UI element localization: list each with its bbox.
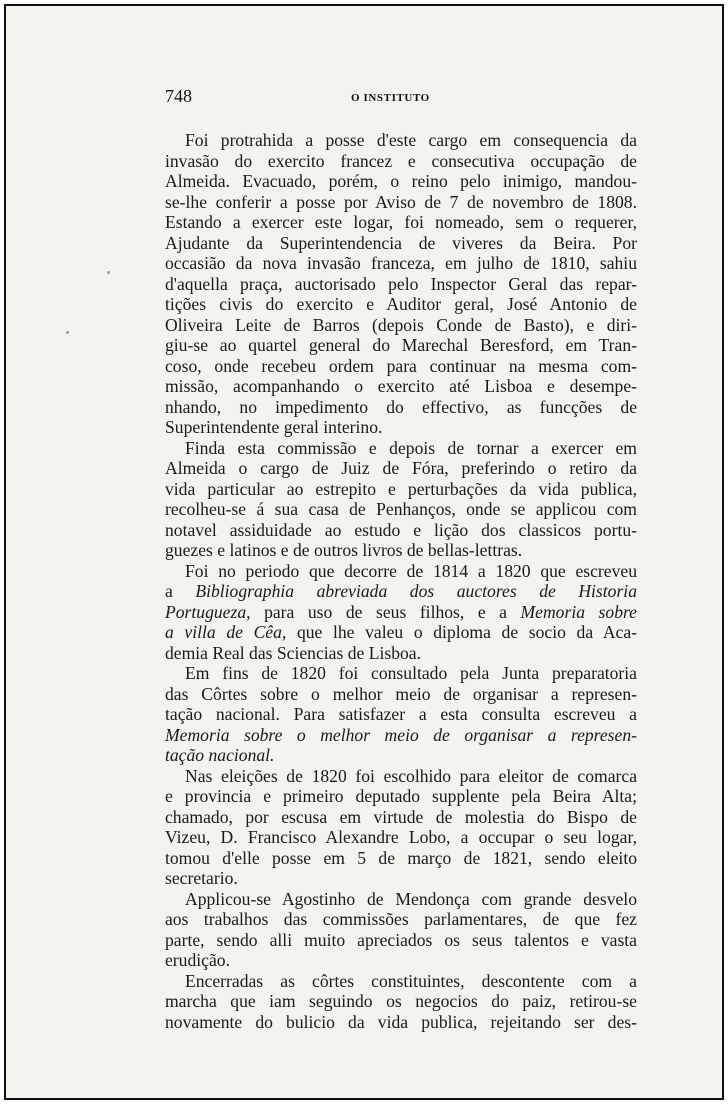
text-line: invasão do exercito francez e consecutiva occupação de — [165, 150, 637, 171]
text-line: occasião da nova invasão franceza, em julho de 1810, sahiu — [165, 253, 637, 273]
text-line: Memoria sobre o melhor meio de organisar a represen- — [165, 724, 637, 745]
text-line: Estando a exercer este logar, foi nomeado, sem o requerer, — [165, 212, 637, 232]
text-line: Applicou-se Agostinho de Mendonça com grande desvelo — [185, 888, 637, 909]
text-line: Portugueza, para uso de seus filhos, e a Memoria sobre — [165, 601, 637, 622]
page-number: 748 — [165, 86, 192, 106]
text-line: a villa de Cêa, que lhe valeu o diploma de socio da Aca- — [165, 622, 637, 642]
text-line: e provincia e primeiro deputado supplente pela Beira Alta; — [165, 786, 637, 806]
text-line: vida particular ao estrepito e perturbações da vida publica, — [165, 478, 637, 499]
text-line: novamente do bulicio da vida publica, rejeitando ser des- — [165, 1011, 637, 1032]
text-line: Oliveira Leite de Barros (depois Conde de Basto), e diri- — [165, 314, 637, 335]
text-line: missão, acompanhando o exercito até Lisboa e desempe- — [165, 376, 637, 396]
text-line: erudição. — [165, 950, 230, 970]
text-line: aos trabalhos das commissões parlamentares, de que fez — [165, 909, 637, 929]
text-line: notavel assiduidade ao estudo e lição dos classicos portu- — [165, 519, 637, 540]
text-line: tomou d'elle posse em 5 de março de 1821, sendo eleito — [165, 847, 637, 868]
text-line: a Bibliographia abreviada dos auctores de Historia — [165, 581, 637, 601]
text-line: Foi no periodo que decorre de 1814 a 1820 que escreveu — [185, 560, 637, 581]
text-line: Almeida o cargo de Juiz de Fóra, preferindo o retiro da — [165, 458, 637, 478]
text-line: Nas eleições de 1820 foi escolhido para eleitor de comarca — [185, 765, 637, 786]
text-line: Encerradas as côrtes constituintes, descontente com a — [185, 970, 637, 991]
text-line: chamado, por escusa em virtude de molestia do Bispo de — [165, 806, 637, 827]
text-line: Finda esta commissão e depois de tornar a exercer em — [185, 437, 637, 458]
text-line: Vizeu, D. Francisco Alexandre Lobo, a occupar o seu logar, — [165, 827, 637, 847]
paper-speck — [66, 331, 69, 334]
text-line: tições civis do exercito e Auditor geral, José Antonio de — [165, 294, 637, 314]
text-line: tação nacional. — [165, 745, 275, 765]
text-line: Em fins de 1820 foi consultado pela Junta preparatoria — [185, 663, 637, 683]
page-header — [6, 6, 722, 106]
text-line: tação nacional. Para satisfazer a esta consulta escreveu a — [165, 704, 637, 724]
text-line: parte, sendo alli muito apreciados os seus talentos e vasta — [165, 929, 637, 950]
text-line: se-lhe conferir a posse por Aviso de 7 de novembro de 1808. — [165, 191, 637, 212]
text-line: giu-se ao quartel general do Marechal Beresford, em Tran- — [165, 335, 637, 355]
text-line: Superintendente geral interino. — [165, 417, 383, 437]
text-line: das Côrtes sobre o melhor meio de organisar a represen- — [165, 683, 637, 704]
text-line: marcha que iam seguindo os negocios do paiz, retirou-se — [165, 991, 637, 1011]
body-text — [165, 130, 637, 1032]
text-line: coso, onde recebeu ordem para continuar na mesma com- — [165, 355, 637, 376]
text-line: Almeida. Evacuado, porém, o reino pelo inimigo, mandou- — [165, 171, 637, 191]
text-line: d'aquella praça, auctorisado pelo Inspector Geral das repar- — [165, 273, 637, 294]
paper-speck — [107, 271, 110, 274]
text-line: secretario. — [165, 868, 238, 888]
text-line: nhando, no impedimento do effectivo, as funcções de — [165, 396, 637, 417]
text-line: recolheu-se á sua casa de Penhanços, onde se applicou com — [165, 499, 637, 519]
text-line: demia Real das Sciencias de Lisboa. — [165, 642, 422, 663]
text-line: guezes e latinos e de outros livros de bellas-lettras. — [165, 540, 523, 560]
running-title: O INSTITUTO — [351, 92, 430, 104]
text-line: Foi protrahida a posse d'este cargo em consequencia da — [185, 130, 637, 150]
book-page — [4, 4, 724, 1100]
text-line: Ajudante da Superintendencia de viveres da Beira. Por — [165, 232, 637, 253]
